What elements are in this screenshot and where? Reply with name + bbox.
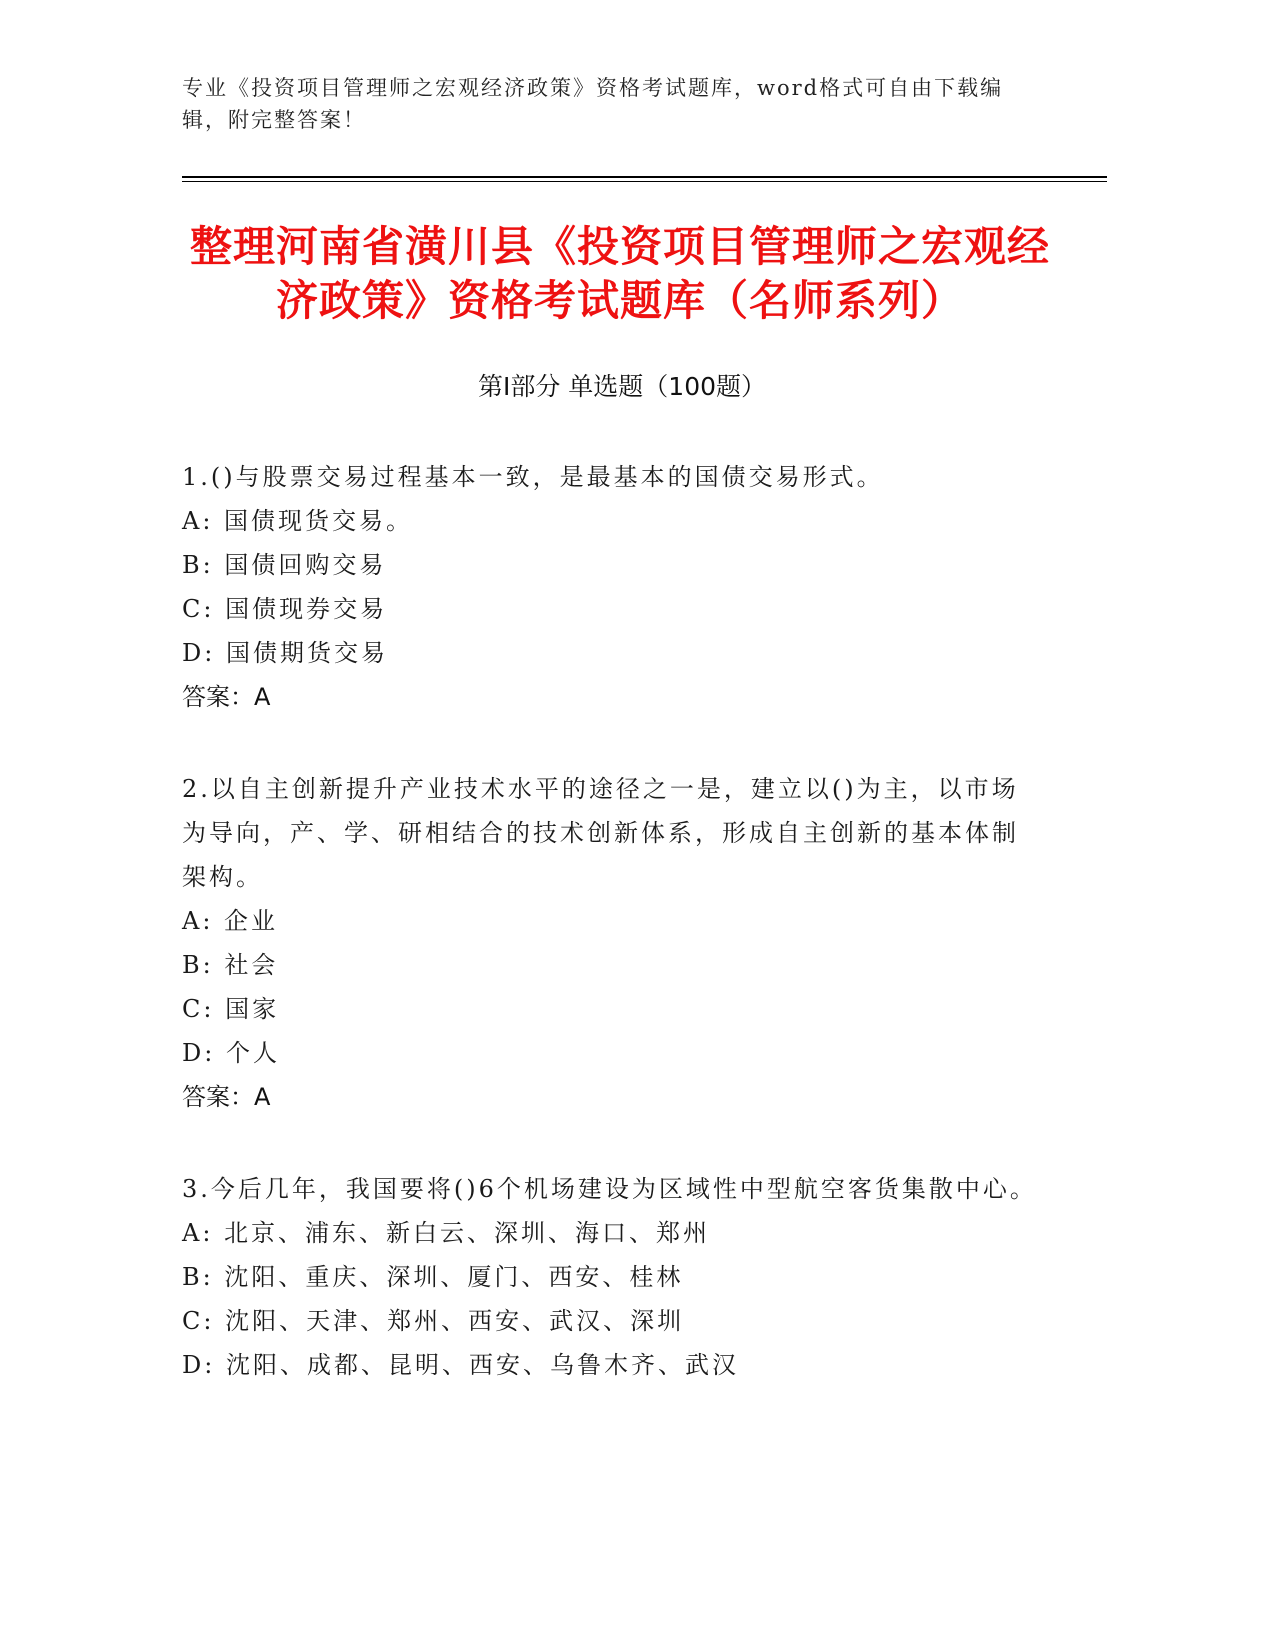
answer: 答案：A: [182, 1083, 271, 1111]
option-c: C: 国债现券交易: [182, 595, 388, 623]
option-d: D: 国债期货交易: [182, 639, 388, 667]
option-a: A: 北京、浦东、新白云、深圳、海口、郑州: [182, 1219, 711, 1247]
answer: 答案：A: [182, 683, 271, 711]
header-divider-thick: [182, 176, 1107, 178]
document-title: 整理河南省潢川县《投资项目管理师之宏观经济政策》资格考试题库（名师系列）: [189, 222, 1050, 325]
option-d: D: 个人: [182, 1039, 280, 1067]
header-note: 专业《投资项目管理师之宏观经济政策》资格考试题库，word格式可自由下载编辑，附完整答案！: [182, 76, 1004, 132]
option-c: C: 国家: [182, 995, 280, 1023]
option-b: B: 国债回购交易: [182, 551, 387, 579]
question-1: [182, 455, 1042, 719]
option-b: B: 沈阳、重庆、深圳、厦门、西安、桂林: [182, 1263, 684, 1291]
option-d: D: 沈阳、成都、昆明、西安、乌鲁木齐、武汉: [182, 1351, 739, 1379]
question-3: [182, 1167, 1042, 1387]
option-a: A: 国债现货交易。: [182, 507, 414, 535]
question-2: [182, 767, 1042, 1119]
question-stem: 1.()与股票交易过程基本一致，是最基本的国债交易形式。: [182, 463, 884, 491]
question-stem: 2.以自主创新提升产业技术水平的途径之一是，建立以()为主，以市场为导向，产、学、研相结合的技术创新体系，形成自主创新的基本体制架构。: [182, 775, 1019, 891]
question-list: [182, 455, 1042, 1435]
header-divider-thin: [182, 181, 1107, 182]
question-stem: 3.今后几年，我国要将()6个机场建设为区域性中型航空客货集散中心。: [182, 1175, 1037, 1203]
option-b: B: 社会: [182, 951, 279, 979]
option-c: C: 沈阳、天津、郑州、西安、武汉、深圳: [182, 1307, 685, 1335]
option-a: A: 企业: [182, 907, 279, 935]
section-title: 第Ⅰ部分 单选题（100题）: [477, 372, 767, 401]
